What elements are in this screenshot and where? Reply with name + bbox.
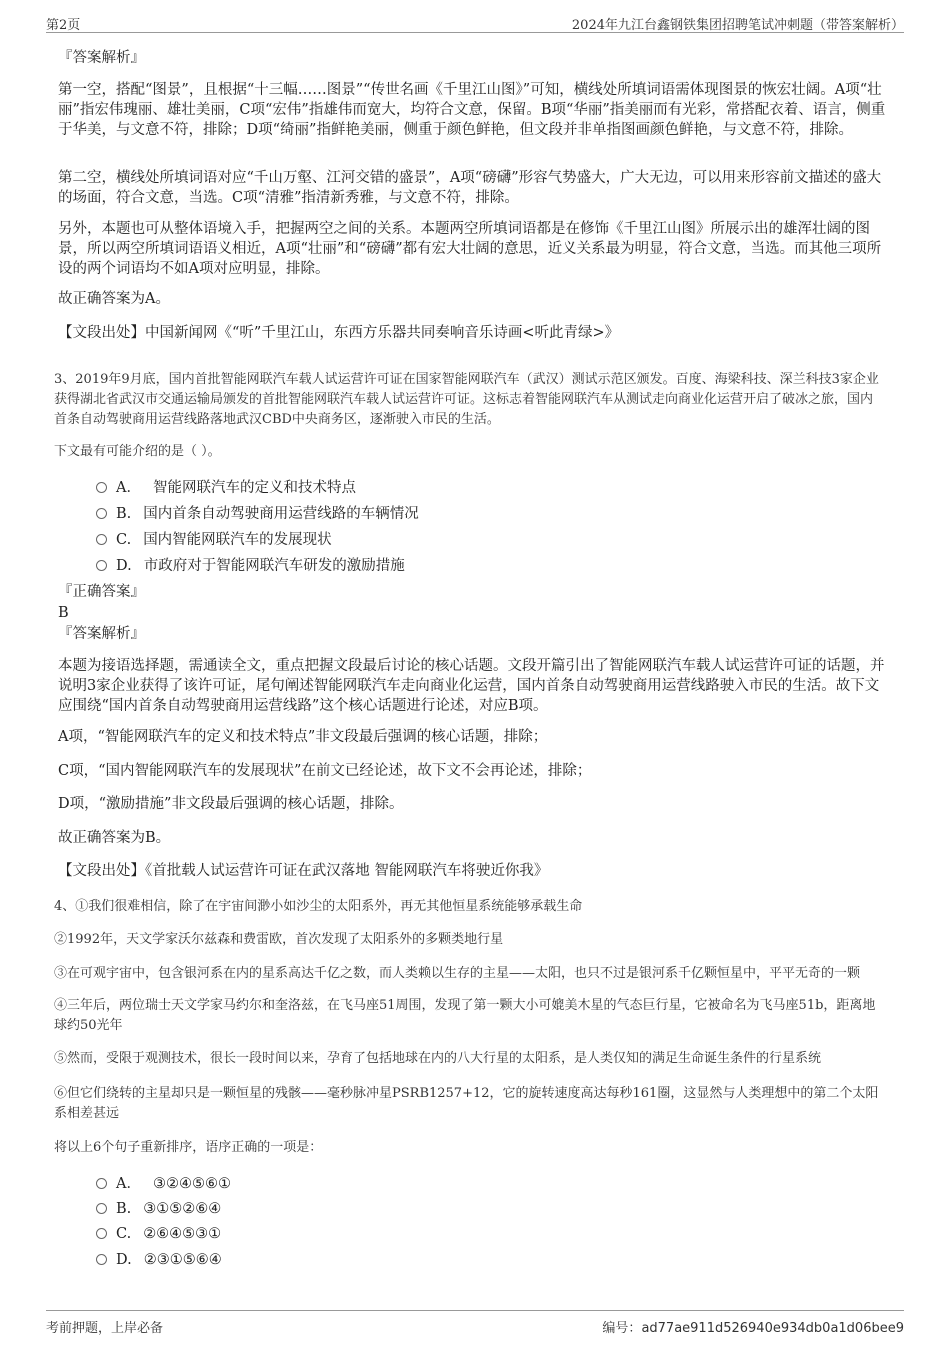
q4-option-c[interactable]: C. ②⑥④⑤③①: [96, 1224, 221, 1244]
q4-sentence-1: 4、①我们很难相信，除了在宇宙间渺小如沙尘的太阳系外，再无其他恒星系统能够承载生命: [54, 899, 583, 914]
q2-analysis-para3: 另外，本题也可从整体语境入手，把握两空之间的关系。本题两空所填词语都是在修饰《千里江山图》所展示出的雄浑壮阔的图景，所以两空所填词语语义相近，A项“壮丽”和“磅礴”都有宏大壮阔的意思，近义关系最为明显，符合文意，当选。而其他三项所设的两个词语均不如A项对应明显，排除。: [58, 221, 882, 277]
q3-stem: 3、2019年9月底，国内首批智能网联汽车载人试运营许可证在国家智能网联汽车（武汉）测试示范区颁发。百度、海梁科技、深兰科技3家企业获得湖北省武汉市交通运输局颁发的首批智能网联汽车载人试运营许可证。这标志着智能网联汽车从测试走向商业化运营开启了破冰之旅，国内首条自动驾驶商用运营线路落地武汉CBD中央商务区，逐渐驶入市民的生活。: [54, 372, 879, 427]
q4-question: 将以上6个句子重新排序，语序正确的一项是：: [54, 1140, 323, 1155]
q4-sentence-3: ③在可观宇宙中，包含银河系在内的星系高达千亿之数，而人类赖以生存的主星——太阳，也只不过是银河系千亿颗恒星中，平平无奇的一颗: [54, 966, 861, 981]
document-code: [602, 1317, 904, 1336]
page-number: 第2页: [46, 18, 81, 33]
q2-source: 【文段出处】中国新闻网《“听”千里江山，东西方乐器共同奏响音乐诗画<听此青绿>》: [58, 325, 620, 341]
q3-conclusion: 故正确答案为B。: [58, 830, 171, 846]
q3-option-d[interactable]: D. 市政府对于智能网联汽车研发的激励措施: [96, 556, 405, 576]
q4-option-a[interactable]: A． ③②④⑤⑥①: [96, 1174, 231, 1194]
q3-analysis-title: 『答案解析』: [58, 626, 145, 642]
document-title: 2024年九江台鑫钢铁集团招聘笔试冲刺题（带答案解析）: [571, 18, 904, 33]
radio-icon[interactable]: [96, 508, 107, 519]
q2-conclusion: 故正确答案为A。: [58, 291, 170, 307]
page-footer: [46, 1310, 904, 1341]
q3-option-c[interactable]: C. 国内智能网联汽车的发展现状: [96, 530, 332, 550]
radio-icon[interactable]: [96, 1203, 107, 1214]
radio-icon[interactable]: [96, 1178, 107, 1189]
q4-sentence-4: ④三年后，两位瑞士天文学家马约尔和奎洛兹，在飞马座51周围，发现了第一颗大小可媲美木星的气态巨行星，它被命名为飞马座51b，距离地球约50光年: [54, 998, 876, 1033]
q4-sentence-5: ⑤然而，受限于观测技术，很长一段时间以来，孕育了包括地球在内的八大行星的太阳系，是人类仅知的满足生命诞生条件的行星系统: [54, 1051, 822, 1066]
radio-icon[interactable]: [96, 560, 107, 571]
page-header: [46, 10, 904, 33]
q4-option-b[interactable]: B. ③①⑤②⑥④: [96, 1199, 221, 1219]
q2-analysis-title: 『答案解析』: [58, 50, 145, 66]
q3-option-a[interactable]: A． 智能网联汽车的定义和技术特点: [96, 478, 356, 498]
radio-icon[interactable]: [96, 1228, 107, 1239]
q3-analysis-para2: A项，“智能网联汽车的定义和技术特点”非文段最后强调的核心话题，排除；: [58, 729, 548, 745]
q3-answer: B: [58, 605, 69, 621]
q3-option-b[interactable]: B. 国内首条自动驾驶商用运营线路的车辆情况: [96, 504, 419, 524]
q2-analysis-para1: 第一空，搭配“图景”，且根据“十三幅……图景”“传世名画《千里江山图》”可知，横线处所填词语需体现图景的恢宏壮阔。A项“壮丽”指宏伟瑰丽、雄壮美丽，C项“宏伟”指雄伟而宽大，均符合文意，保留。B项“华丽”指美丽而有光彩，常搭配衣着、语言，侧重于华美，与文意不符，排除；D项“绮丽”指鲜艳美丽，侧重于颜色鲜艳，但文段并非单指图画颜色鲜艳，与文意不符，排除。: [58, 82, 886, 138]
q4-sentence-2: ②1992年，天文学家沃尔兹森和费雷欧，首次发现了太阳系外的多颗类地行星: [54, 932, 504, 947]
radio-icon[interactable]: [96, 534, 107, 545]
q3-source: 【文段出处】《首批载人试运营许可证在武汉落地 智能网联汽车将驶近你我》: [58, 863, 549, 879]
radio-icon[interactable]: [96, 1254, 107, 1265]
code-label: 编号：: [602, 1321, 642, 1336]
q3-analysis-para4: D项，“激励措施”非文段最后强调的核心话题，排除。: [58, 796, 404, 812]
q2-analysis-para2: 第二空，横线处所填词语对应“千山万壑、江河交错的盛景”，A项“磅礴”形容气势盛大，广大无边，可以用来形容前文描述的盛大的场面，符合文意，当选。C项“清雅”指清新秀雅，与文意不符，排除。: [58, 170, 882, 206]
q3-analysis-para1: 本题为接语选择题，需通读全文，重点把握文段最后讨论的核心话题。文段开篇引出了智能网联汽车载人试运营许可证的话题，并说明3家企业获得了该许可证，尾句阐述智能网联汽车走向商业化运营，国内首条自动驾驶商用运营线路驶入市民的生活。故下文应围绕“国内首条自动驾驶商用运营线路”这个核心话题进行论述，对应B项。: [58, 658, 885, 714]
footer-note: 考前押题，上岸必备: [46, 1321, 164, 1336]
q3-question: 下文最有可能介绍的是（ ）。: [54, 444, 221, 459]
radio-icon[interactable]: [96, 482, 107, 493]
q3-answer-title: 『正确答案』: [58, 584, 145, 600]
q4-option-d[interactable]: D. ②③①⑤⑥④: [96, 1250, 222, 1270]
q4-sentence-6: ⑥但它们绕转的主星却只是一颗恒星的残骸——毫秒脉冲星PSRB1257+12，它的旋转速度高达每秒161圈，这显然与人类理想中的第二个太阳系相差甚远: [54, 1086, 879, 1121]
q3-analysis-para3: C项，“国内智能网联汽车的发展现状”在前文已经论述，故下文不会再论述，排除；: [58, 763, 592, 779]
code-value: ad77ae911d526940e934db0a1d06bee9: [641, 1321, 904, 1336]
